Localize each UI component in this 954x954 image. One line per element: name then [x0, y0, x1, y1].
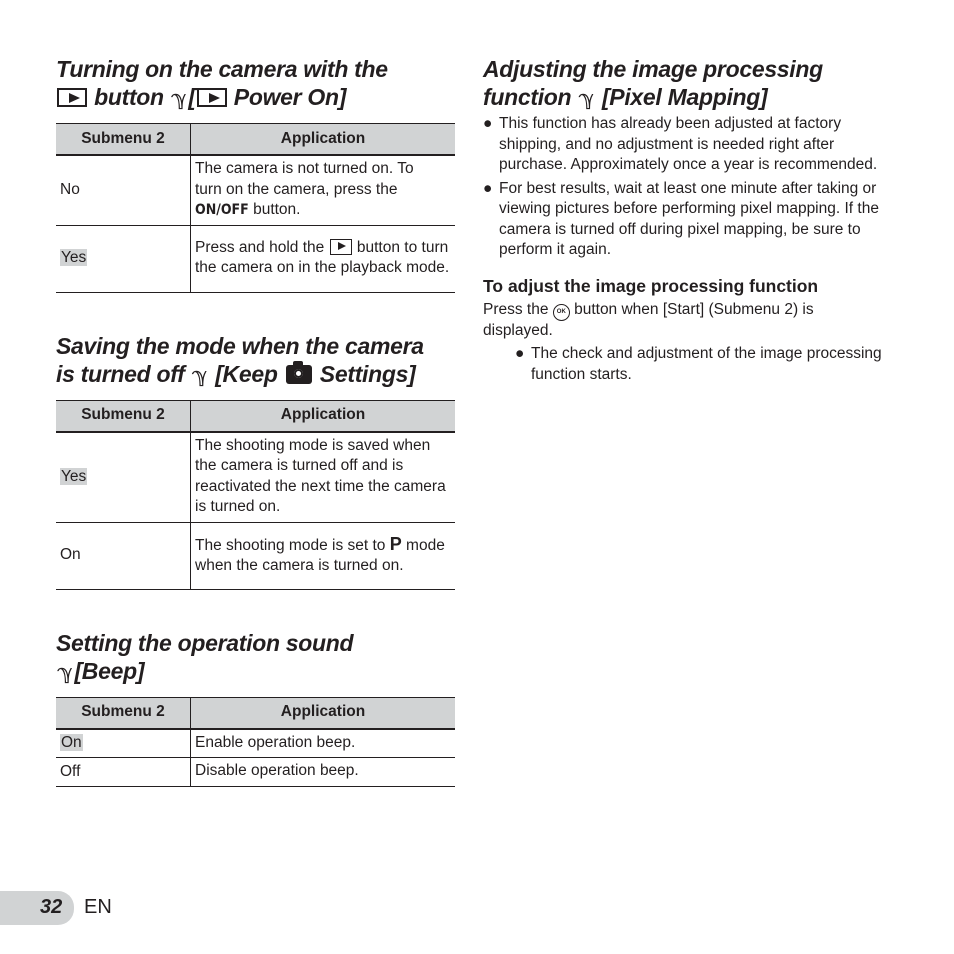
- pixel-mapping-notes: [483, 114, 883, 261]
- column-header-submenu: Submenu 2: [56, 124, 191, 156]
- procedure-step: Press the OK button when [Start] (Submenu 2) is displayed.: [483, 300, 814, 339]
- section-title-power-on: Turning on the camera with the button ℽ[ Power On]: [56, 55, 456, 113]
- language-label: EN: [84, 896, 112, 918]
- option-off: Off: [60, 762, 81, 780]
- column-header-application: Application: [191, 400, 456, 432]
- power-on-table: [56, 123, 455, 293]
- bullet-icon: ●: [515, 345, 525, 362]
- beep-table: [56, 697, 455, 787]
- menu-arrow-icon: ℽ: [579, 88, 594, 110]
- menu-arrow-icon: ℽ: [171, 88, 187, 110]
- option-no: No: [60, 181, 80, 198]
- column-header-application: Application: [191, 697, 456, 729]
- table-row: Yes Press and hold the button to turn the camera on in the playback mode.: [56, 225, 455, 292]
- procedure-result: [515, 344, 883, 385]
- column-header-application: Application: [191, 124, 456, 156]
- table-row: On The shooting mode is set to P mode when the camera is turned on.: [56, 522, 455, 589]
- option-yes: Yes: [61, 249, 87, 267]
- menu-arrow-icon: ℽ: [192, 364, 208, 387]
- list-item: ● This function has already been adjusted at factory shipping, and no adjustment is needed right after purchase. Approximately once a year is recommended.: [483, 115, 878, 173]
- option-yes: Yes: [61, 467, 87, 485]
- section-title-keep-settings: Saving the mode when the camera is turned off ℽ [Keep Settings]: [56, 332, 456, 390]
- option-on: On: [60, 546, 81, 564]
- column-header-submenu: Submenu 2: [56, 400, 191, 432]
- table-row: No The camera is not turned on. To turn on the camera, press the ON/OFF button.: [56, 155, 455, 225]
- page-number-tab: [0, 891, 74, 925]
- list-item: ● For best results, wait at least one minute after taking or viewing pictures before performing pixel mapping. If the camera is turned off during pixel mapping, be sure to perform it again.: [483, 179, 879, 258]
- playback-icon: [57, 88, 87, 107]
- option-on: On: [61, 734, 82, 751]
- list-item: ● The check and adjustment of the image processing function starts.: [515, 345, 882, 383]
- bullet-icon: ●: [483, 115, 493, 132]
- section-title-pixel-mapping: Adjusting the image processing function ℽ [Pixel Mapping]: [483, 55, 883, 113]
- table-row: On Enable operation beep.: [56, 729, 455, 758]
- right-column: [483, 55, 883, 388]
- menu-arrow-icon: ℽ: [58, 661, 73, 684]
- page-number: 32: [40, 896, 63, 918]
- keep-settings-table: [56, 400, 455, 590]
- ok-button-icon: OK: [553, 304, 570, 321]
- on-off-label: ON/OFF: [195, 202, 249, 218]
- program-mode-icon: P: [389, 533, 402, 554]
- bullet-icon: ●: [483, 179, 493, 197]
- procedure-heading: To adjust the image processing function: [483, 275, 819, 296]
- table-row: Yes The shooting mode is saved when the camera is turned off and is reactivated the next time the camera is turned on.: [56, 432, 455, 523]
- column-header-submenu: Submenu 2: [56, 697, 191, 729]
- table-row: Off Disable operation beep.: [56, 758, 455, 787]
- section-title-beep: Setting the operation sound ℽ[Beep]: [56, 629, 456, 687]
- playback-icon: [330, 239, 352, 255]
- playback-icon: [197, 88, 227, 107]
- left-column: [56, 55, 456, 787]
- camera-icon: [286, 365, 312, 384]
